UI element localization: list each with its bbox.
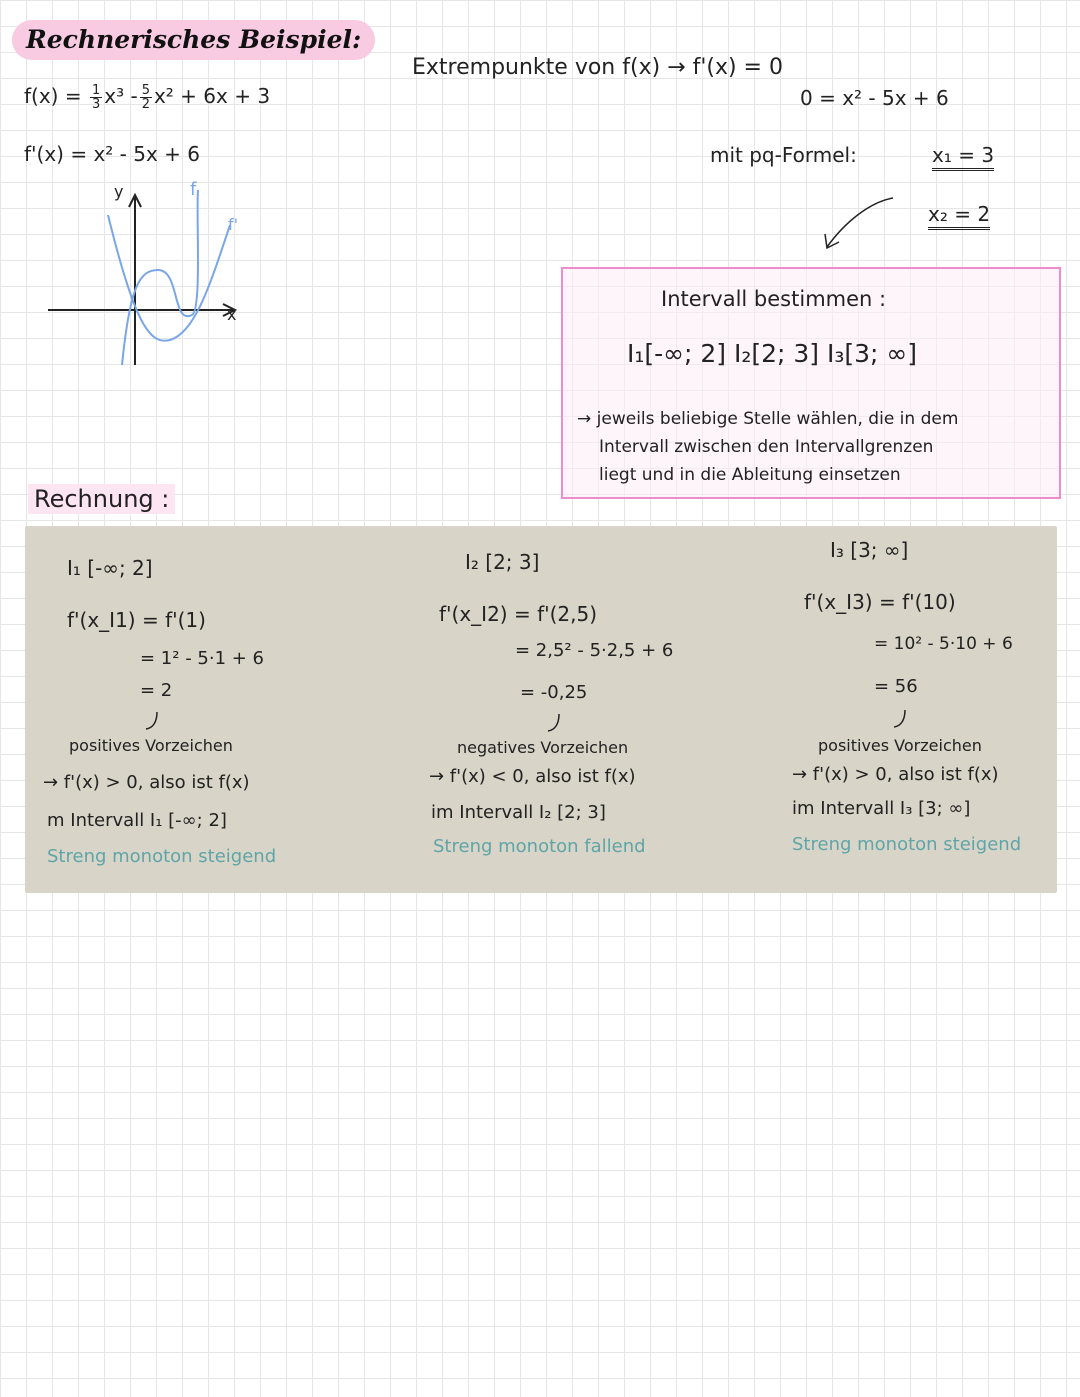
- column-conclusion-2: im Intervall I₂ [2; 3]: [431, 802, 606, 823]
- calc-column-1: [25, 526, 369, 893]
- column-interval: I₃ [3; ∞]: [830, 538, 909, 562]
- interval-box: [561, 267, 1061, 499]
- f-rest: x² + 6x + 3: [153, 84, 271, 108]
- column-interval: I₁ [-∞; 2]: [67, 556, 153, 580]
- column-step: = 1² - 5·1 + 6: [140, 648, 265, 669]
- note-line-3: liegt und in die Ableitung einsetzen: [599, 465, 901, 485]
- column-eval: f'(x_I2) = f'(2,5): [439, 602, 598, 626]
- hook-mark-icon: [891, 708, 911, 730]
- calculation-panel: [25, 526, 1057, 893]
- interval-list: I₁[-∞; 2] I₂[2; 3] I₃[3; ∞]: [627, 339, 918, 368]
- frac-den: 3: [91, 97, 101, 112]
- column-verdict: Streng monoton fallend: [433, 836, 646, 857]
- column-verdict: Streng monoton steigend: [792, 834, 1022, 855]
- function-definition: [24, 84, 270, 111]
- hook-mark-icon: [143, 710, 163, 732]
- extrempunkte-line: Extrempunkte von f(x) → f'(x) = 0: [412, 55, 783, 80]
- calc-column-2: [405, 526, 749, 893]
- root-x2-value: x₂ = 2: [928, 202, 990, 230]
- frac-num: 1: [91, 83, 101, 98]
- x-axis-label: x: [227, 305, 237, 324]
- column-result: = 2: [140, 680, 173, 701]
- column-conclusion-2: im Intervall I₃ [3; ∞]: [792, 798, 971, 819]
- fraction-five-halves: [140, 84, 152, 111]
- arrow-down-left-icon: [815, 192, 900, 257]
- page-title: Rechnerisches Beispiel:: [12, 20, 375, 60]
- root-x2: [928, 202, 990, 226]
- f-x3: x³ -: [104, 84, 138, 108]
- y-axis-label: y: [114, 182, 124, 201]
- column-verdict: Streng monoton steigend: [47, 846, 277, 867]
- function-curve: [122, 190, 198, 365]
- f-prefix: f(x) =: [24, 84, 88, 108]
- equation-line: 0 = x² - 5x + 6: [800, 86, 949, 110]
- column-step: = 10² - 5·10 + 6: [874, 634, 1013, 654]
- frac-num: 5: [141, 83, 150, 98]
- column-eval: f'(x_I1) = f'(1): [67, 608, 206, 632]
- column-sign: positives Vorzeichen: [818, 736, 982, 755]
- interval-heading: Intervall bestimmen :: [661, 287, 887, 311]
- function-sketch: [40, 175, 260, 370]
- column-sign: negatives Vorzeichen: [457, 738, 629, 757]
- column-result: = -0,25: [520, 682, 588, 703]
- column-result: = 56: [874, 676, 918, 697]
- fraction-one-third: [90, 84, 102, 111]
- root-x1-value: x₁ = 3: [932, 143, 994, 171]
- f-curve-label: f: [190, 179, 197, 200]
- note-line-2: Intervall zwischen den Intervallgrenzen: [599, 437, 934, 457]
- column-conclusion-1: → f'(x) > 0, also ist f(x): [43, 772, 250, 793]
- root-x1: [932, 143, 994, 167]
- frac-den: 2: [141, 97, 150, 112]
- column-eval: f'(x_I3) = f'(10): [804, 590, 956, 614]
- fprime-curve-label: f': [228, 215, 239, 234]
- derivative-definition: f'(x) = x² - 5x + 6: [24, 142, 200, 166]
- column-conclusion-1: → f'(x) > 0, also ist f(x): [792, 764, 999, 785]
- column-conclusion-1: → f'(x) < 0, also ist f(x): [429, 766, 636, 787]
- column-step: = 2,5² - 5·2,5 + 6: [515, 640, 674, 661]
- calc-column-3: [770, 526, 1057, 893]
- column-sign: positives Vorzeichen: [69, 736, 233, 755]
- pq-formula-label: mit pq-Formel:: [710, 143, 857, 167]
- note-line-1: → jeweils beliebige Stelle wählen, die in dem: [577, 409, 959, 429]
- hook-mark-icon: [545, 712, 565, 734]
- column-interval: I₂ [2; 3]: [465, 550, 540, 574]
- rechnung-label: Rechnung :: [28, 484, 175, 514]
- column-conclusion-2: m Intervall I₁ [-∞; 2]: [47, 810, 227, 831]
